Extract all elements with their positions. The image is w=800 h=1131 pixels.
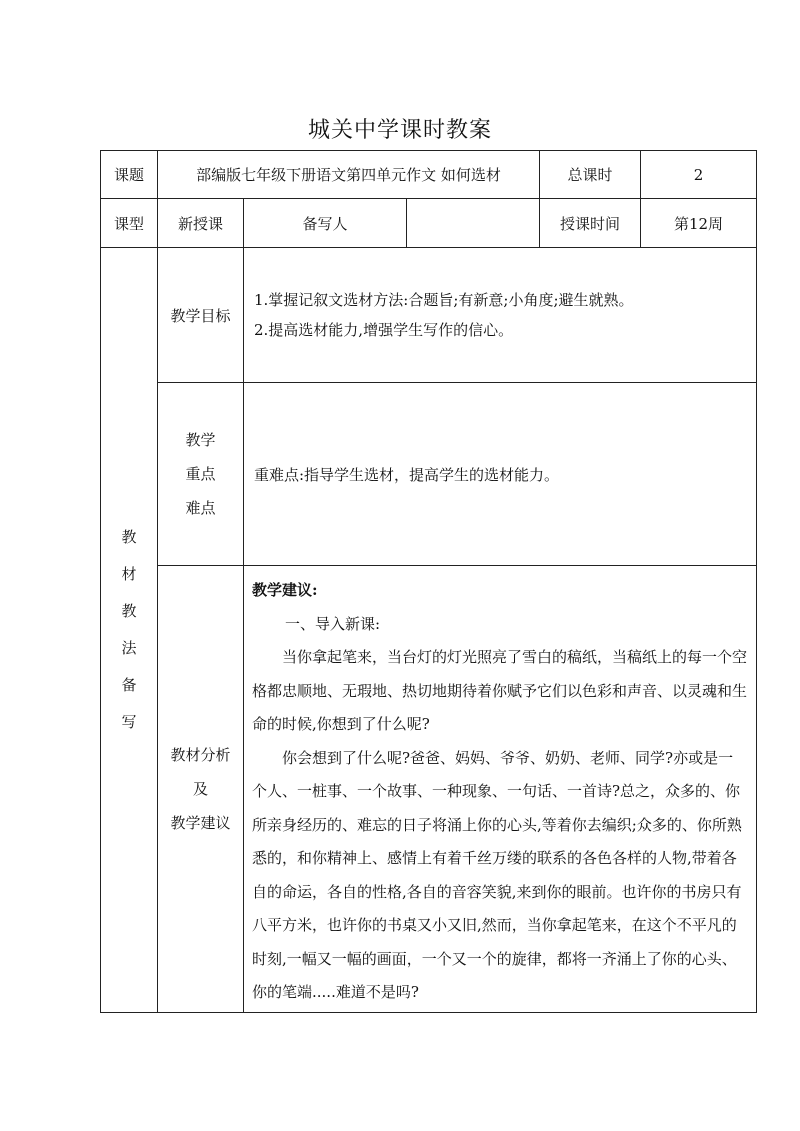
preparer-label: 备写人 [244, 199, 407, 248]
key-points-row [101, 383, 757, 566]
key-points-label-line: 教学 [185, 431, 216, 449]
topic-value: 部编版七年级下册语文第四单元作文 如何选材 [158, 151, 540, 199]
topic-label: 课题 [101, 151, 158, 199]
lesson-plan-table [100, 150, 757, 1013]
side-label-char: 备 [121, 675, 137, 694]
goals-label: 教学目标 [158, 248, 244, 383]
paragraph: 当你拿起笔来，当台灯的灯光照亮了雪白的稿纸，当稿纸上的每一个空格都忠顺地、无瑕地、热切地期待着你赋予它们以色彩和声音、以灵魂和生命的时候,你想到了什么呢? [252, 648, 748, 733]
analysis-label-line: 教材分析 [170, 745, 231, 764]
side-label-char: 教 [121, 527, 137, 546]
teaching-time-value: 第12周 [641, 199, 757, 248]
paragraph: 你会想到了什么呢?爸爸、妈妈、爷爷、奶奶、老师、同学?亦或是一个人、一桩事、一个故事、一种现象、一句话、一首诗?总之，众多的、你所亲身经历的、难忘的日子将涌上你的心头,等着你去编织;众多的、你所熟悉的，和你精神上、感情上有着千丝万缕的联系的各色各样的人物,带着各自的命运，各自的性格,各自的音容笑貌,来到你的眼前。也许你的书房只有八平方米，也许你的书桌又小又旧,然而，当你拿起笔来，在这个不平凡的时刻,一幅又一幅的画面，一个又一个的旋律，都将一齐涌上了你的心头、你的笔端.....难道不是吗? [252, 748, 742, 1001]
side-label-char: 材 [121, 564, 137, 583]
analysis-content [244, 566, 757, 1013]
document-title: 城关中学课时教案 [307, 118, 492, 143]
goals-row [101, 248, 757, 383]
preparer-value [407, 199, 540, 248]
lesson-type-label: 课型 [101, 199, 158, 248]
analysis-label-line: 及 [192, 779, 208, 798]
side-label-char: 教 [121, 601, 137, 620]
side-label-char: 法 [121, 638, 137, 657]
suggestion-heading: 教学建议: [252, 581, 318, 599]
side-label-char: 写 [121, 712, 137, 731]
key-points-label [158, 383, 244, 566]
goals-content [244, 248, 757, 383]
analysis-label [158, 566, 244, 1013]
analysis-row [101, 566, 757, 1013]
goal-item: 2.提高选材能力,增强学生写作的信心。 [254, 321, 514, 339]
total-hours-label: 总课时 [540, 151, 641, 199]
side-label [101, 248, 158, 1013]
topic-row [101, 151, 757, 199]
analysis-label-line: 教学建议 [170, 813, 231, 832]
section-heading: 一、导入新课: [285, 614, 381, 633]
key-points-label-line: 难点 [185, 499, 216, 517]
total-hours-value: 2 [641, 151, 757, 199]
lesson-type-value: 新授课 [158, 199, 244, 248]
key-points-label-line: 重点 [185, 465, 216, 483]
type-row [101, 199, 757, 248]
teaching-time-label: 授课时间 [540, 199, 641, 248]
key-points-content: 重难点:指导学生选材，提高学生的选材能力。 [244, 383, 757, 566]
goal-item: 1.掌握记叙文选材方法:合题旨;有新意;小角度;避生就熟。 [254, 291, 634, 309]
